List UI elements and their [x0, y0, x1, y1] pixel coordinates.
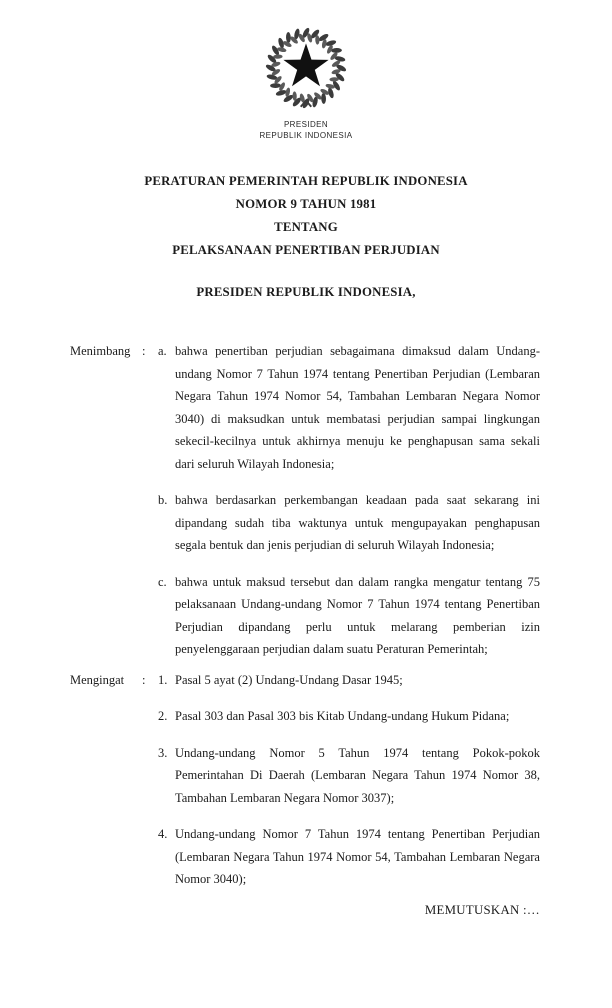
- list-item: [158, 823, 540, 891]
- item-marker: 3.: [158, 745, 168, 760]
- item-marker: 1.: [158, 672, 168, 687]
- closing-text: MEMUTUSKAN :…: [424, 902, 540, 917]
- item-text: bahwa berdasarkan perkembangan keadaan pada saat sekarang ini dipandang sudah tiba waktunya untuk mengupayakan penghapusan segala bentuk dan jenis perjudian di seluruh Wilayah Indonesia;: [175, 493, 540, 552]
- section-label: Menimbang: [70, 344, 131, 358]
- item-marker: b.: [158, 493, 168, 507]
- presidential-seal-icon: [262, 24, 350, 112]
- seal-title: PRESIDEN: [283, 120, 329, 129]
- section-mengingat: [70, 669, 540, 891]
- seal-block: [0, 24, 612, 141]
- item-text: bahwa untuk maksud tersebut dan dalam rangka mengatur tentang 75 pelaksanaan Undang-undang Nomor 7 Tahun 1974 tentang Penertiban Perjudian dipandang perlu untuk melarang pemberian izin penyelenggaraan perjudian dalam suatu Peraturan Pemerintah;: [175, 574, 540, 656]
- item-text: Undang-undang Nomor 7 Tahun 1974 tentang Penertiban Perjudian (Lembaran Negara Tahun 1974 Nomor 54, Tambahan Lembaran Negara Nomor 3040);: [175, 827, 540, 886]
- list-item: [158, 571, 540, 661]
- item-text: Undang-undang Nomor 5 Tahun 1974 tentang Pokok-pokok Pemerintahan Di Daerah (Lembaran Negara Tahun 1974 Nomor 38, Tambahan Lembaran Negara Nomor 3037);: [175, 745, 540, 805]
- section-colon: :: [142, 344, 146, 358]
- section-items: [158, 340, 540, 661]
- salutation: PRESIDEN REPUBLIK INDONESIA,: [196, 285, 416, 299]
- list-item: [158, 669, 540, 692]
- document-title: [0, 170, 612, 262]
- title-line-1: PERATURAN PEMERINTAH REPUBLIK INDONESIA: [144, 174, 468, 188]
- document-body: [70, 340, 540, 921]
- star-icon: [283, 43, 328, 86]
- title-line-4: PELAKSANAAN PENERTIBAN PERJUDIAN: [172, 243, 440, 257]
- item-text: bahwa penertiban perjudian sebagaimana dimaksud dalam Undang-undang Nomor 7 Tahun 1974 tentang Penertiban Perjudian (Lembaran Negara Tahun 1974 Nomor 54, Tambahan Lembaran Negara Nomor 3040) di maksudkan untuk membatasi perjudian sampai lingkungan sekecil-kecilnya untuk akhirnya menuju ke penghapusan sama sekali dari seluruh Wilayah Indonesia;: [175, 344, 540, 471]
- item-marker: c.: [158, 574, 167, 589]
- seal-caption: [0, 119, 612, 141]
- item-text: Pasal 5 ayat (2) Undang-Undang Dasar 1945;: [175, 672, 403, 687]
- list-item: [158, 340, 540, 475]
- title-line-3: TENTANG: [274, 220, 338, 234]
- section-items: [158, 669, 540, 891]
- item-marker: a.: [158, 344, 167, 358]
- item-marker: 2.: [158, 709, 168, 723]
- title-line-2: NOMOR 9 TAHUN 1981: [235, 197, 377, 211]
- seal-subtitle: REPUBLIK INDONESIA: [259, 131, 353, 140]
- section-label: Mengingat: [70, 672, 125, 687]
- section-menimbang: [70, 340, 540, 661]
- list-item: [158, 742, 540, 810]
- section-colon: :: [142, 672, 146, 687]
- list-item: [158, 705, 540, 728]
- item-text: Pasal 303 dan Pasal 303 bis Kitab Undang-undang Hukum Pidana;: [175, 709, 510, 723]
- item-marker: 4.: [158, 827, 168, 841]
- list-item: [158, 489, 540, 557]
